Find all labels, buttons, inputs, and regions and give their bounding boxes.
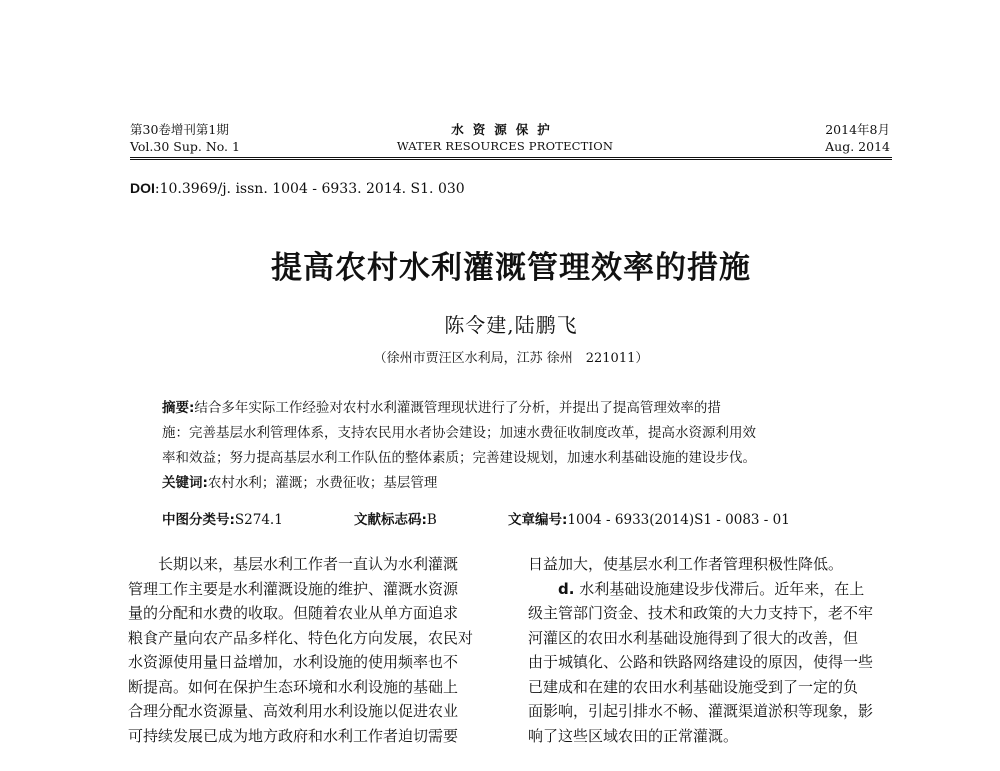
running-header-center bbox=[380, 121, 630, 155]
keywords-line bbox=[162, 471, 890, 496]
article-number-value: 1004 - 6933(2014)S1 - 0083 - 01 bbox=[567, 512, 790, 528]
body-line: 长期以来，基层水利工作者一直认为水利灌溉 bbox=[128, 555, 459, 573]
abstract-block bbox=[162, 396, 890, 496]
body-line: 级主管部门资金、技术和政策的大力支持下，老不牢 bbox=[528, 604, 874, 622]
body-line: 河灌区的农田水利基础设施得到了很大的改善，但 bbox=[528, 628, 859, 647]
running-header-right bbox=[825, 121, 890, 155]
body-line: 管理工作主要是水利灌溉设施的维护、灌溉水资源 bbox=[128, 579, 459, 598]
body-line: 可持续发展已成为地方政府和水利工作者迫切需要 bbox=[128, 726, 459, 745]
abstract-line: 率和效益；努力提高基层水利工作队伍的整体素质；完善建设规划，加速水利基础设施的建设步伐。 bbox=[162, 450, 756, 466]
doc-code-label: 文献标志码: bbox=[354, 512, 427, 528]
paper-title: 提高农村水利灌溉管理效率的措施 bbox=[271, 250, 751, 286]
abstract-line: 施：完善基层水利管理体系，支持农民用水者协会建设；加速水费征收制度改革，提高水资源利用效 bbox=[162, 425, 756, 441]
keywords-value: 农村水利；灌溉；水费征收；基层管理 bbox=[207, 475, 438, 491]
publish-date-cn: 2014年8月 bbox=[825, 122, 890, 137]
body-line: 由于城镇化、公路和铁路网络建设的原因，使得一些 bbox=[528, 653, 874, 671]
clc-number bbox=[162, 508, 283, 528]
paper-authors: 陈令建,陆鹏飞 bbox=[444, 313, 578, 337]
body-line: 水资源使用量日益增加，水利设施的使用频率也不 bbox=[128, 653, 459, 671]
journal-name-cn: 水资源保护 bbox=[451, 122, 559, 137]
body-line: 断提高。如何在保护生态环境和水利设施的基础上 bbox=[128, 677, 459, 696]
document-code bbox=[354, 508, 437, 528]
body-line: 已建成和在建的农田水利基础设施受到了一定的负 bbox=[528, 677, 859, 696]
header-rule-bottom bbox=[130, 159, 892, 160]
clc-label: 中图分类号: bbox=[162, 512, 235, 528]
body-column-left bbox=[128, 552, 508, 748]
body-column-right bbox=[528, 552, 900, 748]
abstract-line bbox=[162, 396, 890, 421]
volume-issue-cn: 第30卷增刊第1期 bbox=[130, 122, 229, 137]
keywords-label: 关键词: bbox=[162, 475, 208, 491]
body-line: 响了这些区域农田的正常灌溉。 bbox=[528, 726, 739, 745]
article-number bbox=[508, 508, 790, 528]
doi-line bbox=[130, 180, 465, 197]
doi-label: DOI bbox=[130, 180, 155, 196]
body-line: 日益加大，使基层水利工作者管理积极性降低。 bbox=[528, 555, 844, 573]
body-line: 合理分配水资源量、高效利用水利设施以促进农业 bbox=[128, 702, 459, 720]
volume-issue-en: Vol.30 Sup. No. 1 bbox=[130, 139, 240, 154]
abstract-label: 摘要: bbox=[162, 400, 195, 416]
doi-value: :10.3969/j. issn. 1004 - 6933. 2014. S1. 030 bbox=[154, 181, 465, 197]
doc-code-value: B bbox=[426, 512, 437, 528]
clc-value: S274.1 bbox=[234, 512, 283, 528]
body-line-text: 水利基础设施建设步伐滞后。近年来，在上 bbox=[574, 579, 865, 598]
publish-date-en: Aug. 2014 bbox=[825, 139, 890, 154]
list-marker: d. bbox=[558, 579, 575, 598]
body-line: 量的分配和水费的收取。但随着农业从单方面追求 bbox=[128, 604, 459, 622]
header-rule-top bbox=[130, 157, 892, 158]
body-line: 粮食产量向农产品多样化、特色化方向发展，农民对 bbox=[128, 628, 474, 647]
body-line: 面影响，引起引排水不畅、灌溉渠道淤积等现象，影 bbox=[528, 702, 874, 720]
running-header-left bbox=[130, 121, 240, 155]
article-number-label: 文章编号: bbox=[508, 512, 568, 528]
author-affiliation: （徐州市贾汪区水利局，江苏 徐州 221011） bbox=[373, 351, 649, 366]
body-line bbox=[528, 577, 900, 602]
journal-name-en: WATER RESOURCES PROTECTION bbox=[396, 139, 614, 153]
abstract-text: 结合多年实际工作经验对农村水利灌溉管理现状进行了分析，并提出了提高管理效率的措 bbox=[194, 400, 721, 416]
